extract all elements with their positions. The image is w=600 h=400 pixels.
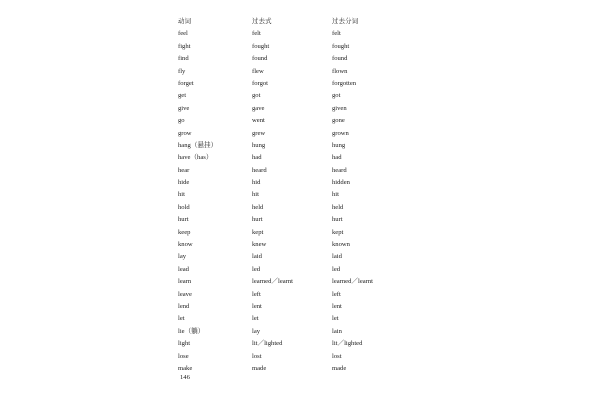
past-tense-cell: left	[252, 290, 261, 298]
past-participle-cell: lit／lighted	[332, 340, 363, 348]
base-form-cell: hang（悬挂）	[178, 141, 218, 149]
past-tense-cell: hit	[252, 191, 259, 199]
past-tense-cell: hid	[252, 179, 261, 187]
past-tense-cell: grew	[252, 129, 266, 137]
past-tense-cell: led	[252, 265, 261, 273]
past-participle-cell: lost	[332, 352, 342, 360]
base-form-cell: light	[178, 340, 191, 348]
base-form-cell: know	[178, 241, 193, 249]
past-tense-cell: learned／learnt	[252, 278, 294, 286]
past-participle-cell: lent	[332, 302, 342, 310]
past-tense-cell: heard	[252, 166, 267, 174]
base-form-cell: forget	[178, 79, 194, 87]
past-participle-cell: laid	[332, 253, 342, 261]
past-participle-cell: hurt	[332, 216, 343, 224]
past-tense-cell: gave	[252, 104, 265, 112]
past-tense-cell: laid	[252, 253, 262, 261]
past-tense-header: 过去式	[252, 18, 272, 25]
past-participle-header: 过去分词	[332, 18, 359, 25]
base-form-cell: leave	[178, 290, 192, 298]
past-tense-cell: lit／lighted	[252, 340, 283, 348]
page-number: 146	[180, 374, 190, 381]
past-participle-cell: grown	[332, 129, 349, 137]
past-participle-cell: made	[332, 364, 347, 372]
base-form-cell: lie（躺）	[178, 327, 205, 335]
base-form-cell: go	[178, 117, 185, 125]
base-form-cell: find	[178, 55, 189, 63]
past-tense-cell: knew	[252, 241, 267, 249]
past-participle-cell: had	[332, 154, 342, 162]
base-form-cell: learn	[178, 278, 192, 286]
base-form-cell: grow	[178, 129, 192, 137]
past-participle-cell: hit	[332, 191, 339, 199]
base-form-cell: lend	[178, 302, 190, 310]
base-form-column	[178, 16, 217, 375]
past-participle-cell: let	[332, 315, 339, 323]
base-form-cell: hurt	[178, 216, 189, 224]
past-participle-cell: found	[332, 55, 348, 63]
past-participle-cell: flown	[332, 67, 348, 75]
past-participle-cell: got	[332, 92, 341, 100]
base-form-cell: fly	[178, 67, 186, 75]
past-participle-cell: forgotten	[332, 79, 357, 87]
past-tense-cell: hurt	[252, 216, 263, 224]
past-tense-cell: went	[252, 117, 265, 125]
past-participle-cell: hidden	[332, 179, 350, 187]
past-tense-cell: felt	[252, 30, 261, 38]
past-participle-cell: felt	[332, 30, 341, 38]
base-form-cell: make	[178, 364, 193, 372]
past-participle-cell: hung	[332, 141, 346, 149]
past-tense-cell: flew	[252, 67, 264, 75]
base-form-cell: lay	[178, 253, 187, 261]
past-tense-cell: hung	[252, 141, 266, 149]
past-tense-cell: got	[252, 92, 261, 100]
base-form-cell: hide	[178, 179, 190, 187]
past-participle-cell: gone	[332, 117, 345, 125]
base-form-cell: hold	[178, 203, 190, 211]
past-tense-cell: lay	[252, 327, 261, 335]
past-tense-cell: kept	[252, 228, 264, 236]
past-tense-cell: let	[252, 315, 259, 323]
past-participle-cell: given	[332, 104, 347, 112]
past-participle-cell: left	[332, 290, 341, 298]
past-tense-cell: lent	[252, 302, 262, 310]
base-form-cell: lose	[178, 352, 189, 360]
base-form-cell: give	[178, 104, 190, 112]
base-form-cell: hit	[178, 191, 185, 199]
past-tense-cell: made	[252, 364, 267, 372]
past-participle-column	[332, 16, 373, 375]
past-participle-cell: lain	[332, 327, 342, 335]
base-form-cell: get	[178, 92, 187, 100]
past-tense-cell: fought	[252, 42, 270, 50]
past-tense-cell: forgot	[252, 79, 268, 87]
base-form-cell: hear	[178, 166, 190, 174]
base-form-cell: keep	[178, 228, 191, 236]
past-participle-cell: led	[332, 265, 341, 273]
past-participle-cell: fought	[332, 42, 350, 50]
past-tense-cell: lost	[252, 352, 262, 360]
base-form-cell: fight	[178, 42, 191, 50]
past-participle-cell: learned／learnt	[332, 278, 374, 286]
past-participle-cell: held	[332, 203, 344, 211]
base-form-cell: feel	[178, 30, 188, 38]
past-tense-cell: had	[252, 154, 262, 162]
base-form-cell: lead	[178, 265, 189, 273]
past-participle-cell: heard	[332, 166, 347, 174]
base-form-cell: have（has）	[178, 154, 213, 162]
base-form-header: 动词	[178, 18, 192, 25]
past-participle-cell: known	[332, 241, 350, 249]
past-tense-cell: found	[252, 55, 268, 63]
past-tense-cell: held	[252, 203, 264, 211]
past-participle-cell: kept	[332, 228, 344, 236]
base-form-cell: let	[178, 315, 185, 323]
past-tense-column	[252, 16, 293, 375]
